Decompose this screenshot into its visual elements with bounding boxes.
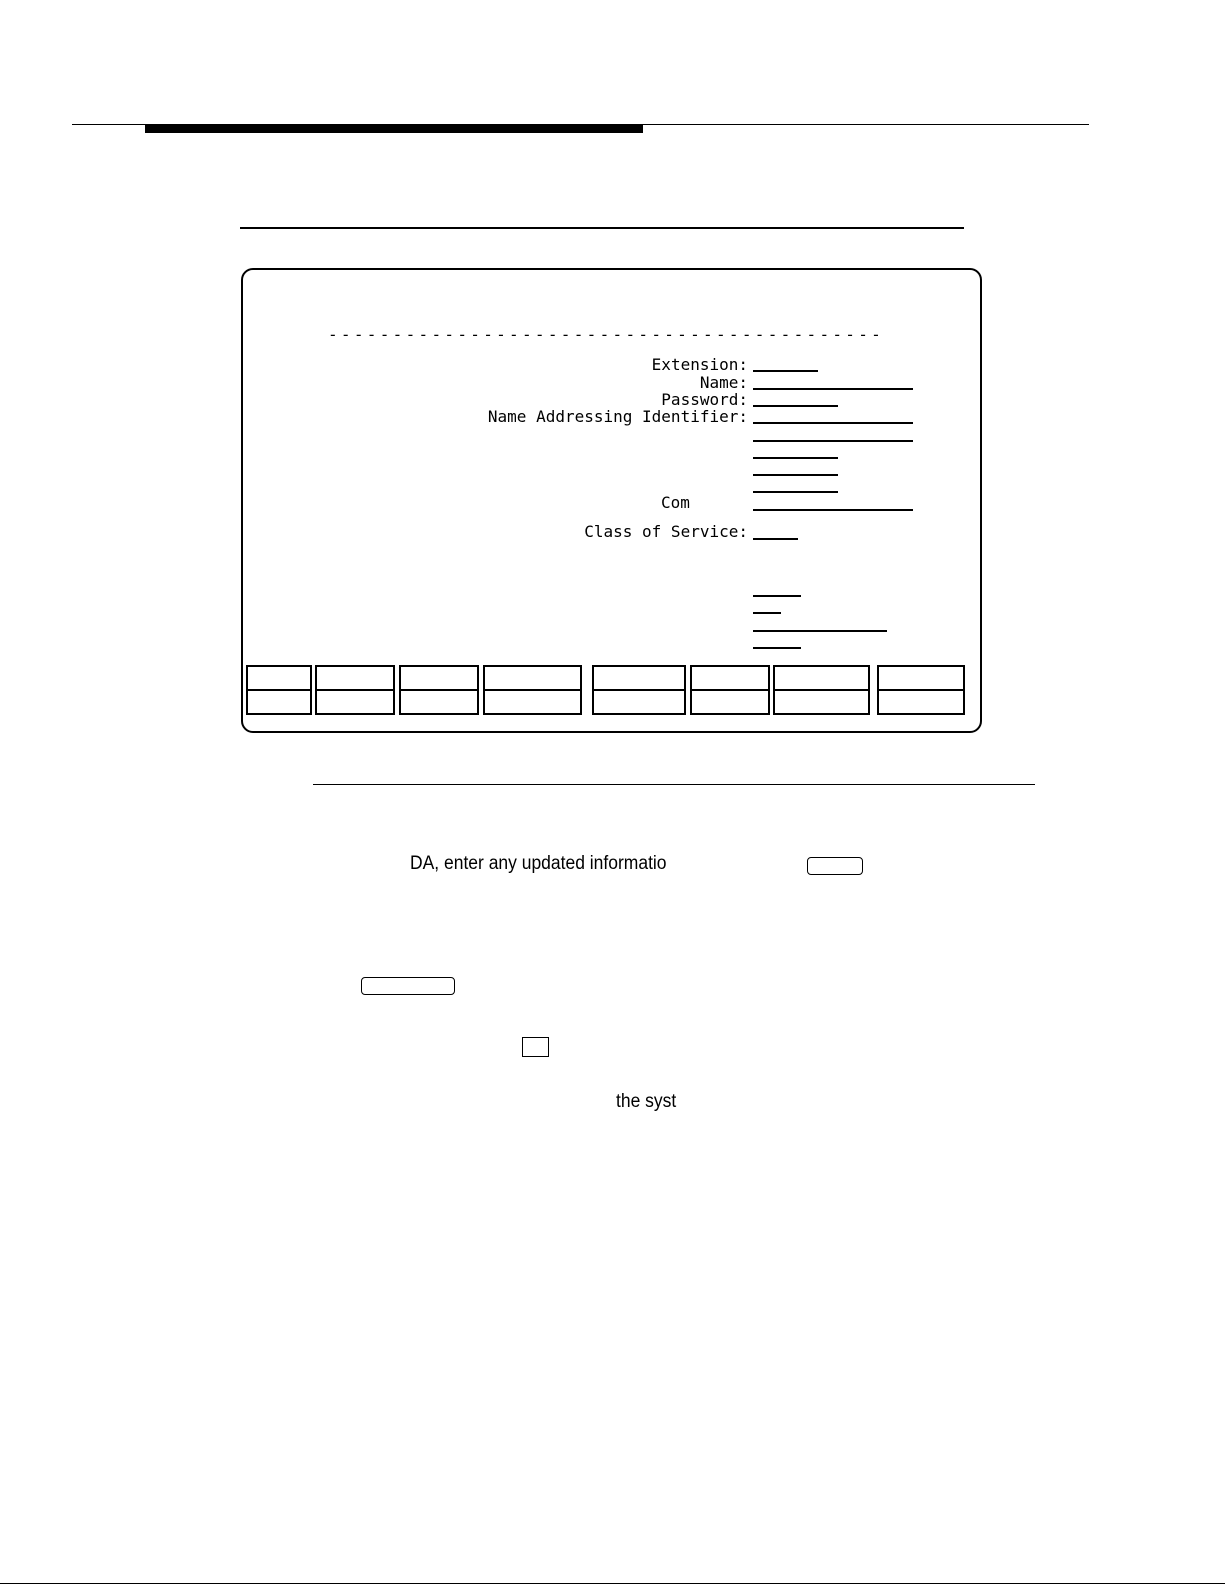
com-label: Com [661,493,690,512]
field-line-6[interactable] [753,457,838,459]
key-icon-wide [361,977,455,995]
function-key-2[interactable] [315,665,395,715]
function-key-8[interactable] [877,665,965,715]
figure-bottom-rule [313,784,1035,785]
extension-field[interactable] [753,370,818,372]
field-line-7[interactable] [753,474,838,476]
field-line-11[interactable] [753,595,801,597]
name-field[interactable] [753,388,913,390]
field-line-8[interactable] [753,491,838,493]
field-line-14[interactable] [753,647,801,649]
class-of-service-label: Class of Service: [584,522,748,541]
function-key-1[interactable] [246,665,312,715]
password-field[interactable] [753,405,838,407]
square-key-icon [522,1037,549,1057]
class-of-service-field[interactable] [753,538,798,540]
screen-title-dashes: ------------------------------------------- [328,325,885,344]
instruction-text: DA, enter any updated informatio [410,853,667,874]
function-key-3[interactable] [399,665,479,715]
key-icon [807,857,863,875]
name-addressing-identifier-field[interactable] [753,422,913,424]
function-key-7[interactable] [773,665,870,715]
function-key-4[interactable] [483,665,582,715]
name-addressing-identifier-label: Name Addressing Identifier: [487,407,748,426]
function-key-6[interactable] [690,665,770,715]
footer-rule [0,1583,1225,1584]
name-label: Name: [699,373,748,392]
password-label: Password: [661,390,748,409]
figure-top-rule [240,227,964,229]
header-bar [145,125,643,133]
field-line-13[interactable] [753,630,887,632]
system-text: the syst [616,1091,677,1112]
function-key-5[interactable] [592,665,686,715]
name-addressing-identifier-field-2[interactable] [753,440,913,442]
field-line-12[interactable] [753,612,781,614]
extension-label: Extension: [651,355,748,374]
com-field[interactable] [753,509,913,511]
